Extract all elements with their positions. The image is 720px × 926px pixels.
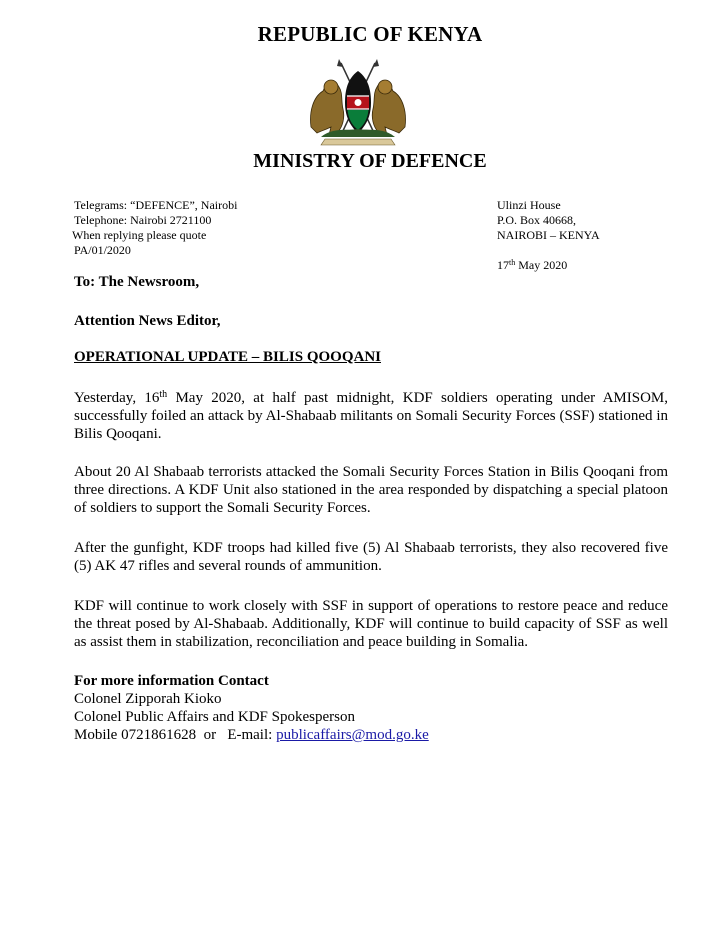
address-left: [74, 198, 237, 258]
paragraph-4: KDF will continue to work closely with SSF in support of operations to restore peace and reduce the threat posed by Al-Shabaab. Additionally, KDF will continue to build capacity of SSF as well as assist them in stabilization, reconciliation and peace building in Somalia.: [74, 598, 668, 650]
document-title: OPERATIONAL UPDATE – BILIS QOOQANI: [74, 349, 381, 365]
contact-label: For more information Contact: [74, 673, 269, 689]
paragraph-2: About 20 Al Shabaab terrorists attacked the Somali Security Forces Station in Bilis Qooqani from three directions. A KDF Unit also stationed in the area responded by dispatching a special platoon of soldiers to support the Somali Security Forces.: [74, 464, 668, 516]
address-right: [497, 198, 600, 243]
header-ministry: MINISTRY OF DEFENCE: [253, 150, 487, 172]
contact-block: [74, 672, 429, 744]
recipient-attention: Attention News Editor,: [74, 313, 221, 329]
contact-mobile-line: Mobile 0721861628 or E-mail: publicaffairs@mod.go.ke: [74, 727, 429, 743]
letter-date: 17th May 2020: [497, 258, 568, 272]
recipient-to: To: The Newsroom,: [74, 274, 200, 290]
contact-name: Colonel Zipporah Kioko: [74, 691, 222, 707]
kenya-coat-of-arms-icon: [303, 57, 413, 149]
building-line: Ulinzi House: [497, 198, 561, 212]
header-republic: REPUBLIC OF KENYA: [257, 22, 483, 46]
paragraph-3: After the gunfight, KDF troops had killed five (5) Al Shabaab terrorists, they also recovered five (5) AK 47 rifles and several rounds of ammunition.: [74, 540, 668, 574]
paragraph-1: Yesterday, 16th May 2020, at half past midnight, KDF soldiers operating under AMISOM, successfully foiled an attack by Al-Shabaab militants on Somali Security Forces (SSF) stationed in Bilis Qooqani.: [74, 389, 668, 442]
reference-line: PA/01/2020: [74, 243, 131, 257]
email-link[interactable]: publicaffairs@mod.go.ke: [276, 727, 429, 743]
telephone-line: Telephone: Nairobi 2721100: [74, 213, 212, 227]
reply-line: When replying please quote: [72, 228, 207, 242]
contact-role: Colonel Public Affairs and KDF Spokesperson: [74, 709, 355, 725]
telegrams-line: Telegrams: “DEFENCE”, Nairobi: [74, 198, 238, 212]
po-box-line: P.O. Box 40668,: [497, 213, 577, 227]
city-line: NAIROBI – KENYA: [497, 228, 600, 242]
